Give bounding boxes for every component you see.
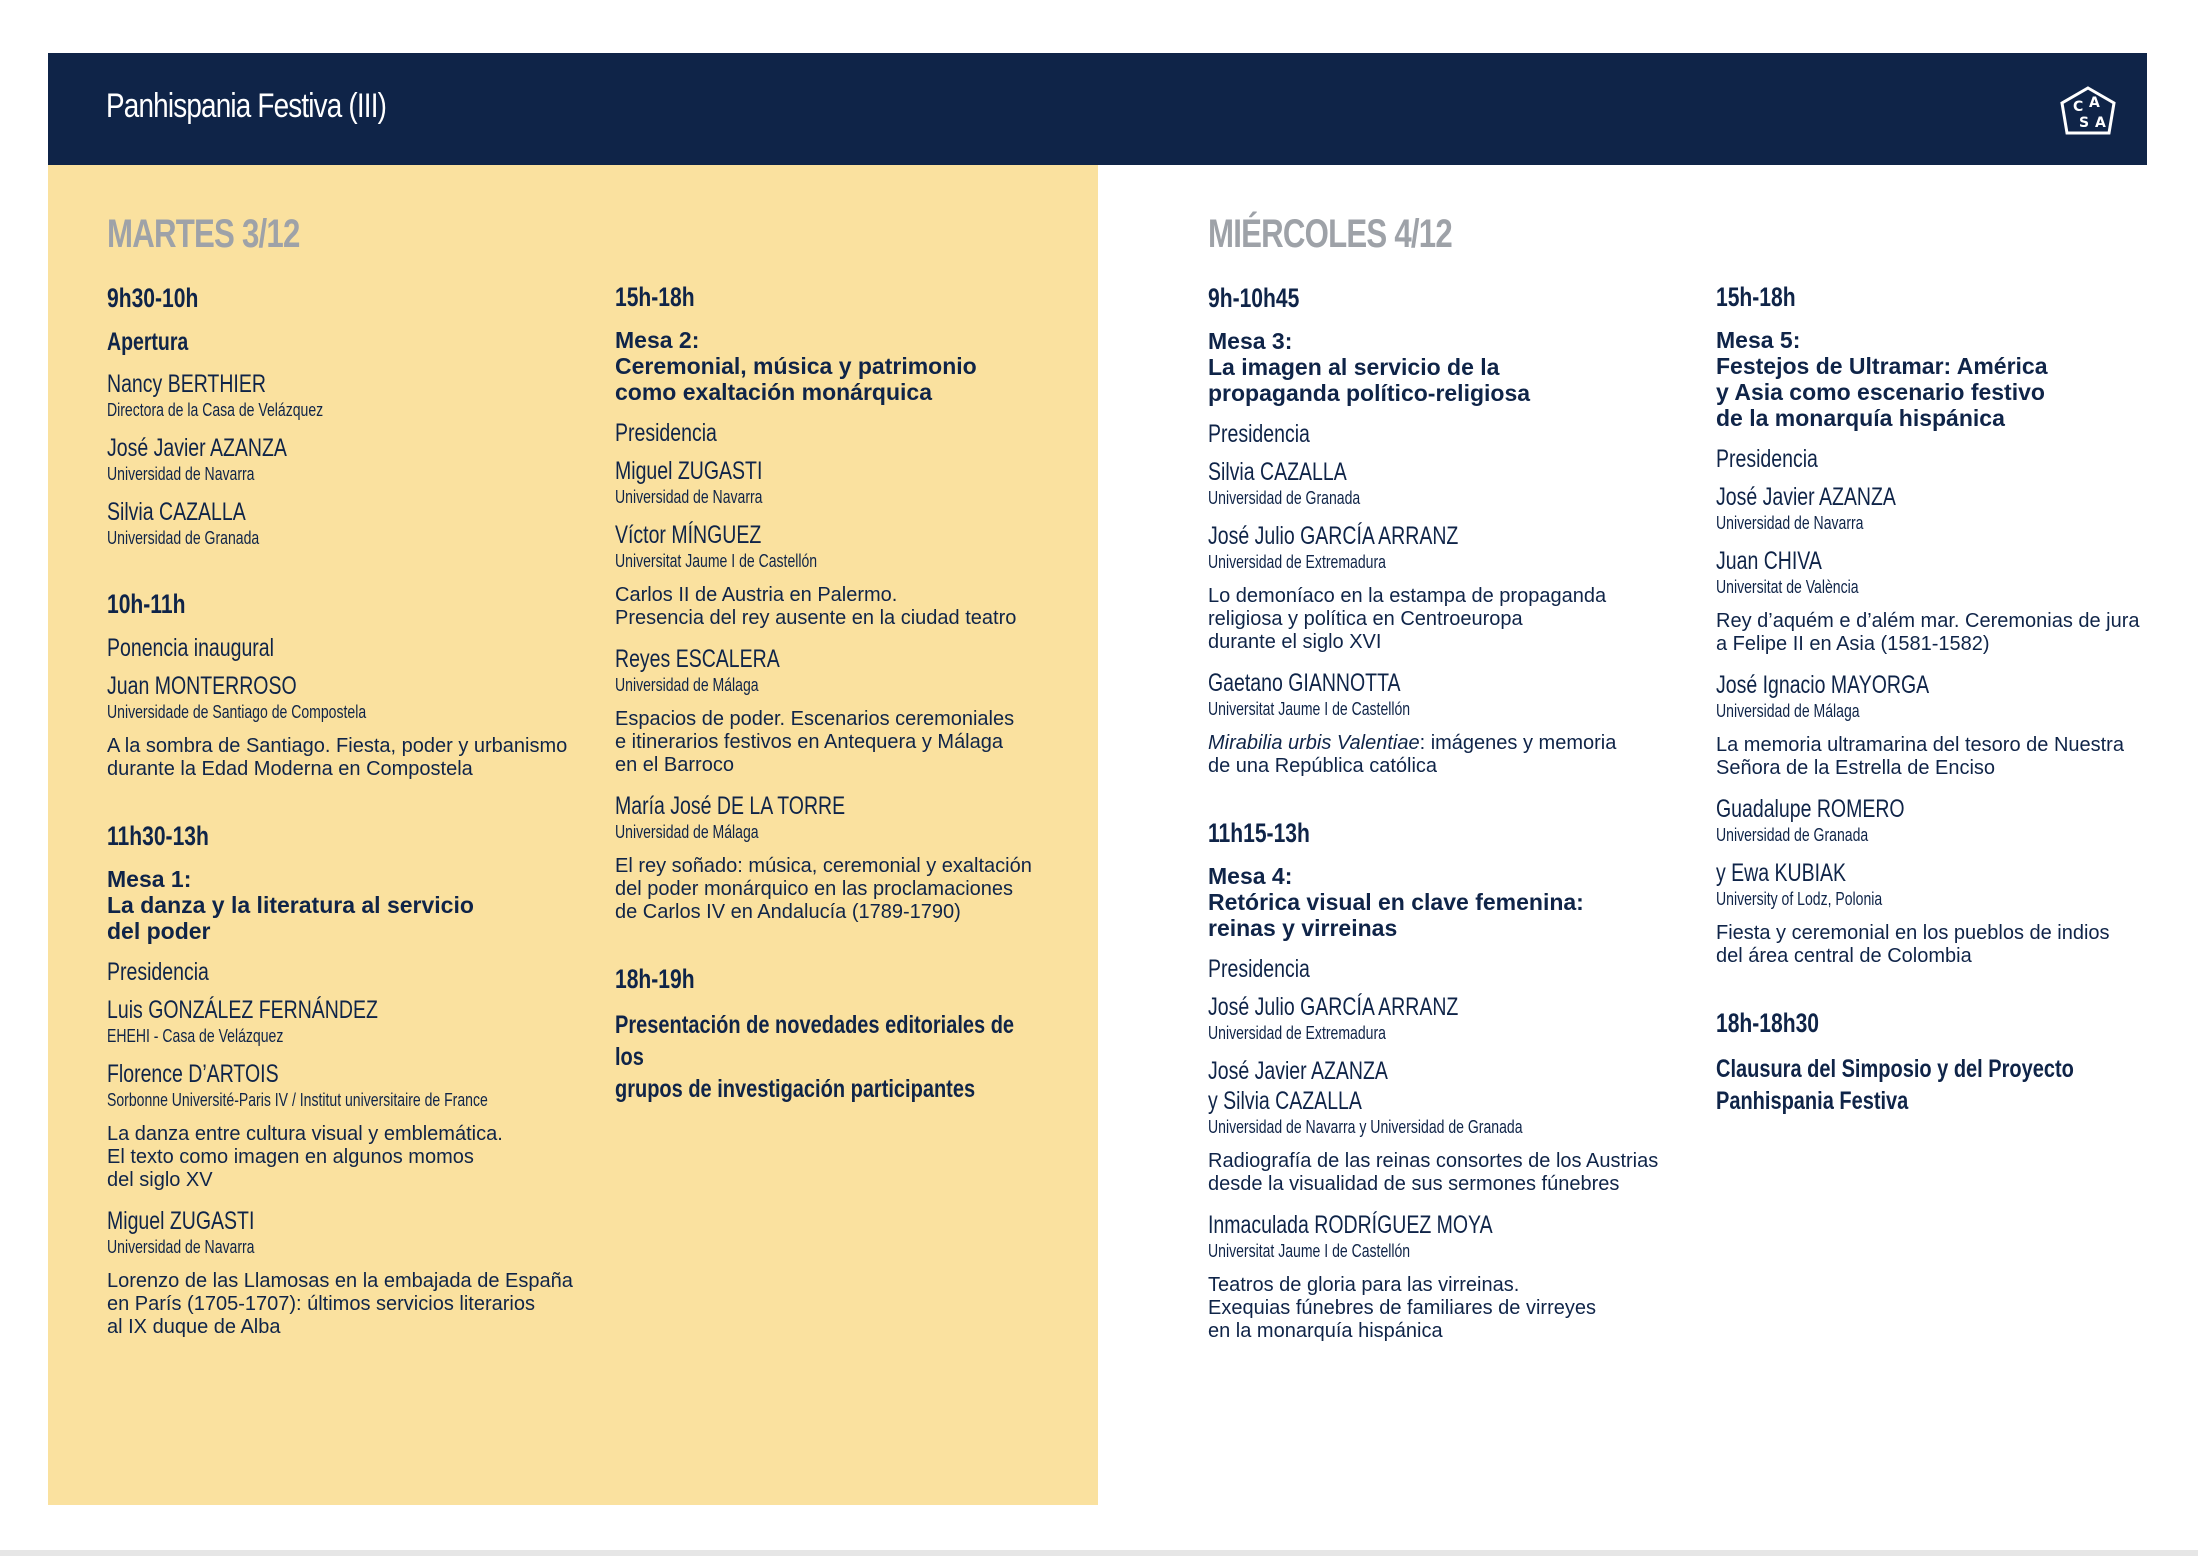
talk-title	[1208, 732, 1688, 778]
speaker-affiliation: Universitat Jaume I de Castellón	[1208, 699, 1411, 719]
speaker-affiliation: Universidad de Málaga	[1716, 701, 1860, 721]
speaker-name: José Ignacio MAYORGA	[1716, 671, 1930, 699]
speaker-name: y Silvia CAZALLA	[1208, 1087, 1362, 1115]
time-slot: 18h-18h30	[1716, 1008, 1820, 1038]
session-label: Apertura	[107, 328, 189, 356]
time-slot: 9h30-10h	[107, 283, 199, 313]
chair-name: José Javier AZANZA	[1716, 483, 1896, 511]
speaker-affiliation: Universidad de Navarra y Universidad de Granada	[1208, 1117, 1523, 1137]
svg-text:A: A	[2095, 115, 2106, 131]
panel-title: Mesa 5: Festejos de Ultramar: América y Asia como escenario festivo de la monarquía hispánica	[1716, 327, 2048, 431]
speaker-affiliation: Universidad de Málaga	[615, 675, 759, 695]
speaker-name: Miguel ZUGASTI	[107, 1207, 255, 1235]
speaker-affiliation: Universitat de València	[1716, 577, 1859, 597]
day-heading-tuesday: MARTES 3/12	[107, 212, 300, 256]
presidencia-label: Presidencia	[107, 958, 209, 986]
speaker-affiliation: University of Lodz, Polonia	[1716, 889, 1883, 909]
speaker-name: Guadalupe ROMERO	[1716, 795, 1905, 823]
chair-name: Miguel ZUGASTI	[615, 457, 763, 485]
day-heading-wednesday: MIÉRCOLES 4/12	[1208, 212, 1452, 256]
time-slot: 18h-19h	[615, 964, 695, 994]
session-title: Clausura del Simposio y del Proyecto Panhispania Festiva	[1716, 1055, 2074, 1115]
page-title: Panhispania Festiva (III)	[106, 87, 387, 125]
speaker-affiliation: Universidade de Santiago de Compostela	[107, 702, 367, 722]
talk-title: La memoria ultramarina del tesoro de Nuestra Señora de la Estrella de Enciso	[1716, 734, 2124, 779]
talk-title: Fiesta y ceremonial en los pueblos de indios del área central de Colombia	[1716, 922, 2110, 967]
presidencia-label: Presidencia	[1208, 955, 1310, 983]
presidencia-label: Presidencia	[615, 419, 717, 447]
speaker-name: José Javier AZANZA	[107, 434, 287, 462]
presidencia-label: Presidencia	[1208, 420, 1310, 448]
talk-title: Carlos II de Austria en Palermo. Presencia del rey ausente en la ciudad teatro	[615, 584, 1017, 629]
panel-title: Mesa 2: Ceremonial, música y patrimonio como exaltación monárquica	[615, 327, 977, 405]
panel-title: Mesa 4: Retórica visual en clave femenina: reinas y virreinas	[1208, 863, 1584, 941]
chair-name: Luis GONZÁLEZ FERNÁNDEZ	[107, 996, 378, 1024]
speaker-affiliation: Universidad de Granada	[107, 528, 260, 548]
speaker-name: Reyes ESCALERA	[615, 645, 780, 673]
speaker-affiliation: Universidad de Extremadura	[1208, 552, 1386, 572]
time-slot: 11h15-13h	[1208, 818, 1310, 848]
speaker-name: Silvia CAZALLA	[107, 498, 246, 526]
header-bar	[48, 53, 2147, 165]
panel-title: Mesa 3: La imagen al servicio de la propaganda político-religiosa	[1208, 328, 1531, 406]
speaker-name: José Javier AZANZA	[1208, 1057, 1388, 1085]
svg-text:A: A	[2089, 95, 2100, 111]
chair-name: Silvia CAZALLA	[1208, 458, 1347, 486]
talk-title-line2: de una República católica	[1208, 755, 1438, 777]
session-title: Presentación de novedades editoriales de los grupos de investigación participantes	[615, 1011, 1015, 1103]
talk-title: Rey d’aquém e d’além mar. Ceremonias de jura a Felipe II en Asia (1581-1582)	[1716, 610, 2140, 655]
talk-title: Lorenzo de las Llamosas en la embajada de España en París (1705-1707): últimos servicios literarios al IX duque de Alba	[107, 1270, 573, 1338]
svg-text:C: C	[2073, 99, 2084, 115]
casa-logo-icon	[2059, 85, 2117, 137]
chair-name: José Julio GARCÍA ARRANZ	[1208, 993, 1459, 1021]
speaker-affiliation: Universidad de Granada	[1716, 825, 1869, 845]
speaker-name: María José DE LA TORRE	[615, 792, 846, 820]
talk-title: El rey soñado: música, ceremonial y exaltación del poder monárquico en las proclamaciones de Carlos IV en Andalucía (1789-1790)	[615, 855, 1032, 923]
speaker-affiliation: Universidad de Navarra	[107, 1237, 255, 1257]
speaker-affiliation: Directora de la Casa de Velázquez	[107, 400, 324, 420]
talk-title-rest: : imágenes y memoria	[1419, 732, 1617, 754]
chair-affiliation: EHEHI - Casa de Velázquez	[107, 1026, 284, 1046]
wednesday-column-2	[1716, 282, 2156, 1117]
chair-affiliation: Universidad de Granada	[1208, 488, 1361, 508]
talk-title: Teatros de gloria para las virreinas. Exequias fúnebres de familiares de virreyes en la monarquía hispánica	[1208, 1274, 1596, 1342]
speaker-name: Juan MONTERROSO	[107, 672, 297, 700]
time-slot: 9h-10h45	[1208, 283, 1300, 313]
chair-affiliation: Universidad de Navarra	[615, 487, 763, 507]
talk-title: Radiografía de las reinas consortes de los Austrias desde la visualidad de sus sermones fúnebres	[1208, 1150, 1659, 1195]
speaker-name: y Ewa KUBIAK	[1716, 859, 1847, 887]
wednesday-column-1	[1208, 212, 1688, 1357]
talk-title: Espacios de poder. Escenarios ceremoniales e itinerarios festivos en Antequera y Málaga en el Barroco	[615, 708, 1015, 776]
speaker-affiliation: Sorbonne Université-Paris IV / Institut universitaire de France	[107, 1090, 488, 1110]
chair-affiliation: Universidad de Extremadura	[1208, 1023, 1386, 1043]
page-edge	[0, 1550, 2198, 1556]
talk-title: Lo demoníaco en la estampa de propaganda religiosa y política en Centroeuropa durante el siglo XVI	[1208, 585, 1607, 653]
time-slot: 11h30-13h	[107, 821, 209, 851]
speaker-name: Gaetano GIANNOTTA	[1208, 669, 1401, 697]
time-slot: 15h-18h	[1716, 282, 1796, 312]
speaker-name: José Julio GARCÍA ARRANZ	[1208, 522, 1459, 550]
chair-affiliation: Universidad de Navarra	[1716, 513, 1864, 533]
talk-title: A la sombra de Santiago. Fiesta, poder y urbanismo durante la Edad Moderna en Compostela	[107, 735, 568, 780]
speaker-name: Nancy BERTHIER	[107, 370, 266, 398]
speaker-affiliation: Universitat Jaume I de Castellón	[1208, 1241, 1411, 1261]
speaker-affiliation: Universidad de Navarra	[107, 464, 255, 484]
speaker-affiliation: Universitat Jaume I de Castellón	[615, 551, 818, 571]
panel-title: Mesa 1: La danza y la literatura al servicio del poder	[107, 866, 474, 944]
speaker-affiliation: Universidad de Málaga	[615, 822, 759, 842]
speaker-name: Florence D’ARTOIS	[107, 1060, 279, 1088]
talk-title-italic: Mirabilia urbis Valentiae	[1208, 732, 1420, 754]
presidencia-label: Presidencia	[1716, 445, 1818, 473]
session-label: Ponencia inaugural	[107, 634, 274, 662]
tuesday-column-1	[107, 212, 587, 1353]
speaker-name: Inmaculada RODRÍGUEZ MOYA	[1208, 1211, 1493, 1239]
time-slot: 10h-11h	[107, 589, 186, 619]
time-slot: 15h-18h	[615, 282, 695, 312]
svg-text:S: S	[2079, 115, 2090, 131]
speaker-name: Víctor MÍNGUEZ	[615, 521, 762, 549]
talk-title: La danza entre cultura visual y emblemática. El texto como imagen en algunos momos del siglo XV	[107, 1123, 503, 1191]
speaker-name: Juan CHIVA	[1716, 547, 1822, 575]
tuesday-column-2	[615, 282, 1095, 1105]
